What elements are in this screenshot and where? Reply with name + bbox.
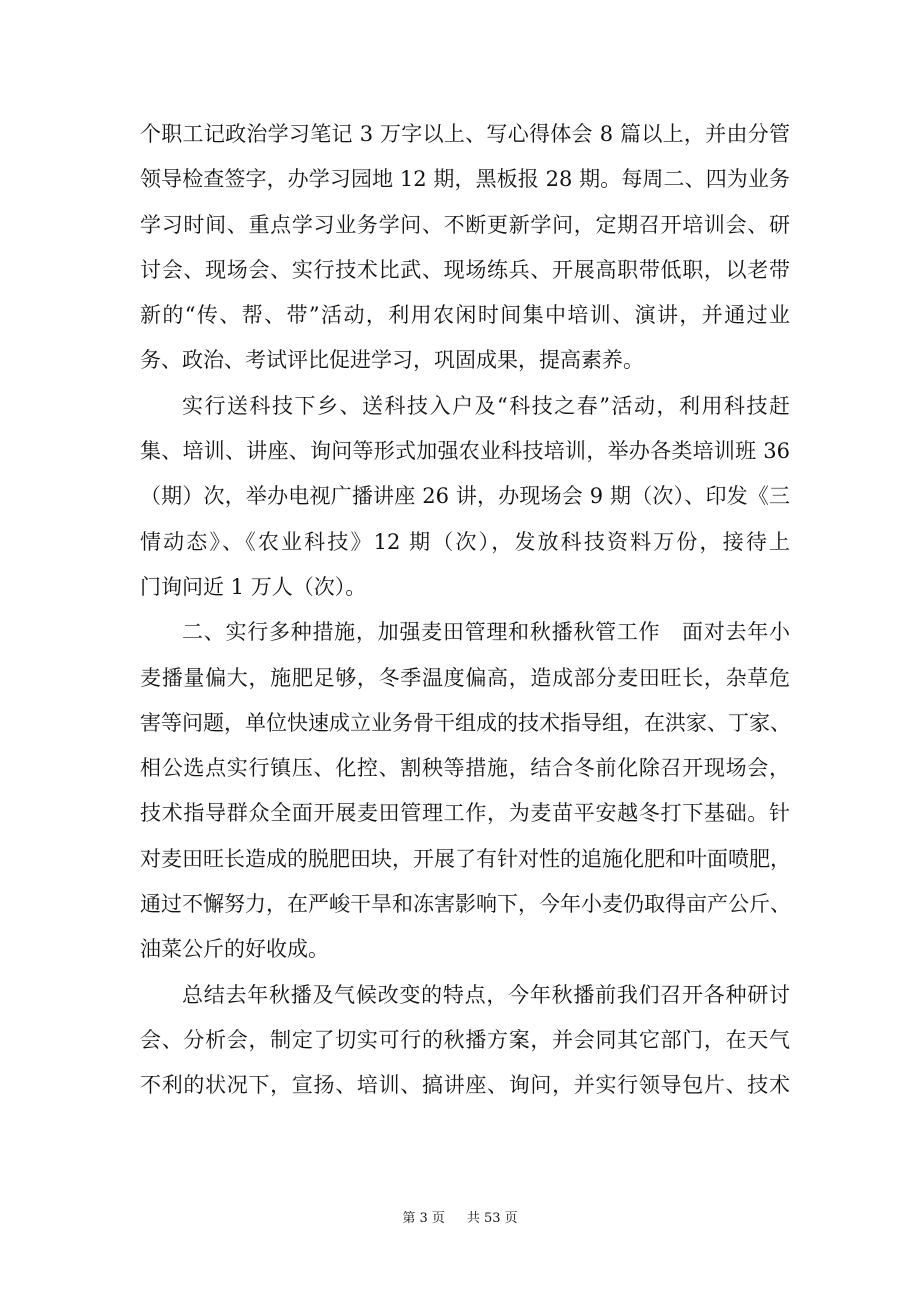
text-line: 总结去年秋播及气候改变的特点，今年秋播前我们召开各种研讨 <box>182 982 790 1007</box>
page-total: 共 53 页 <box>466 1211 518 1226</box>
text-line: 领导检查签字，办学习园地 12 期，黑板报 28 期。每周二、四为业务 <box>140 167 790 192</box>
text-line: 油菜公斤的好收成。 <box>140 937 329 962</box>
text-line: 学习时间、重点学习业务学问、不断更新学问，定期召开培训会、研 <box>140 212 790 237</box>
text-line: 实行送科技下乡、送科技入户及“科技之春”活动，利用科技赶 <box>182 393 790 418</box>
text-line: 麦播量偏大，施肥足够，冬季温度偏高，造成部分麦田旺长，杂草危 <box>140 665 790 690</box>
paragraph-1 <box>140 112 790 384</box>
text-line: 集、培训、讲座、询问等形式加强农业科技培训，举办各类培训班 36 <box>140 439 790 464</box>
text-line: 相公选点实行镇压、化控、割秧等措施，结合冬前化除召开现场会， <box>140 756 790 781</box>
text-line: 对麦田旺长造成的脱肥田块，开展了有针对性的追施化肥和叶面喷肥， <box>140 846 791 871</box>
text-line: 二、实行多种措施，加强麦田管理和秋播秋管工作 面对去年小 <box>182 620 790 645</box>
text-line: 情动态》、《农业科技》12 期（次），发放科技资料万份，接待上 <box>140 529 790 554</box>
text-line: 不利的状况下，宣扬、培训、搞讲座、询问，并实行领导包片、技术 <box>140 1073 790 1098</box>
text-line: 通过不懈努力，在严峻干旱和冻害影响下，今年小麦仍取得亩产公斤、 <box>140 892 791 917</box>
page-footer <box>0 1207 920 1226</box>
document-body <box>140 112 790 1109</box>
text-line: （期）次，举办电视广播讲座 26 讲，办现场会 9 期（次）、印发《三 <box>140 484 790 509</box>
text-line: 个职工记政治学习笔记 3 万字以上、写心得体会 8 篇以上，并由分管 <box>140 122 790 146</box>
text-line: 务、政治、考试评比促进学习，巩固成果，提高素养。 <box>140 348 644 373</box>
paragraph-3 <box>140 610 790 972</box>
text-line: 新的“传、帮、带”活动，利用农闲时间集中培训、演讲，并通过业 <box>140 303 790 328</box>
text-line: 会、分析会，制定了切实可行的秋播方案，并会同其它部门，在天气 <box>140 1027 790 1052</box>
paragraph-2 <box>140 384 790 610</box>
paragraph-4 <box>140 973 790 1109</box>
text-line: 技术指导群众全面开展麦田管理工作，为麦苗平安越冬打下基础。针 <box>140 801 790 826</box>
text-line: 门询问近 1 万人（次）。 <box>140 574 367 599</box>
page-number: 第 3 页 <box>402 1211 445 1226</box>
text-line: 害等问题，单位快速成立业务骨干组成的技术指导组，在洪家、丁家、 <box>140 710 791 735</box>
text-line: 讨会、现场会、实行技术比武、现场练兵、开展高职带低职，以老带 <box>140 257 790 282</box>
